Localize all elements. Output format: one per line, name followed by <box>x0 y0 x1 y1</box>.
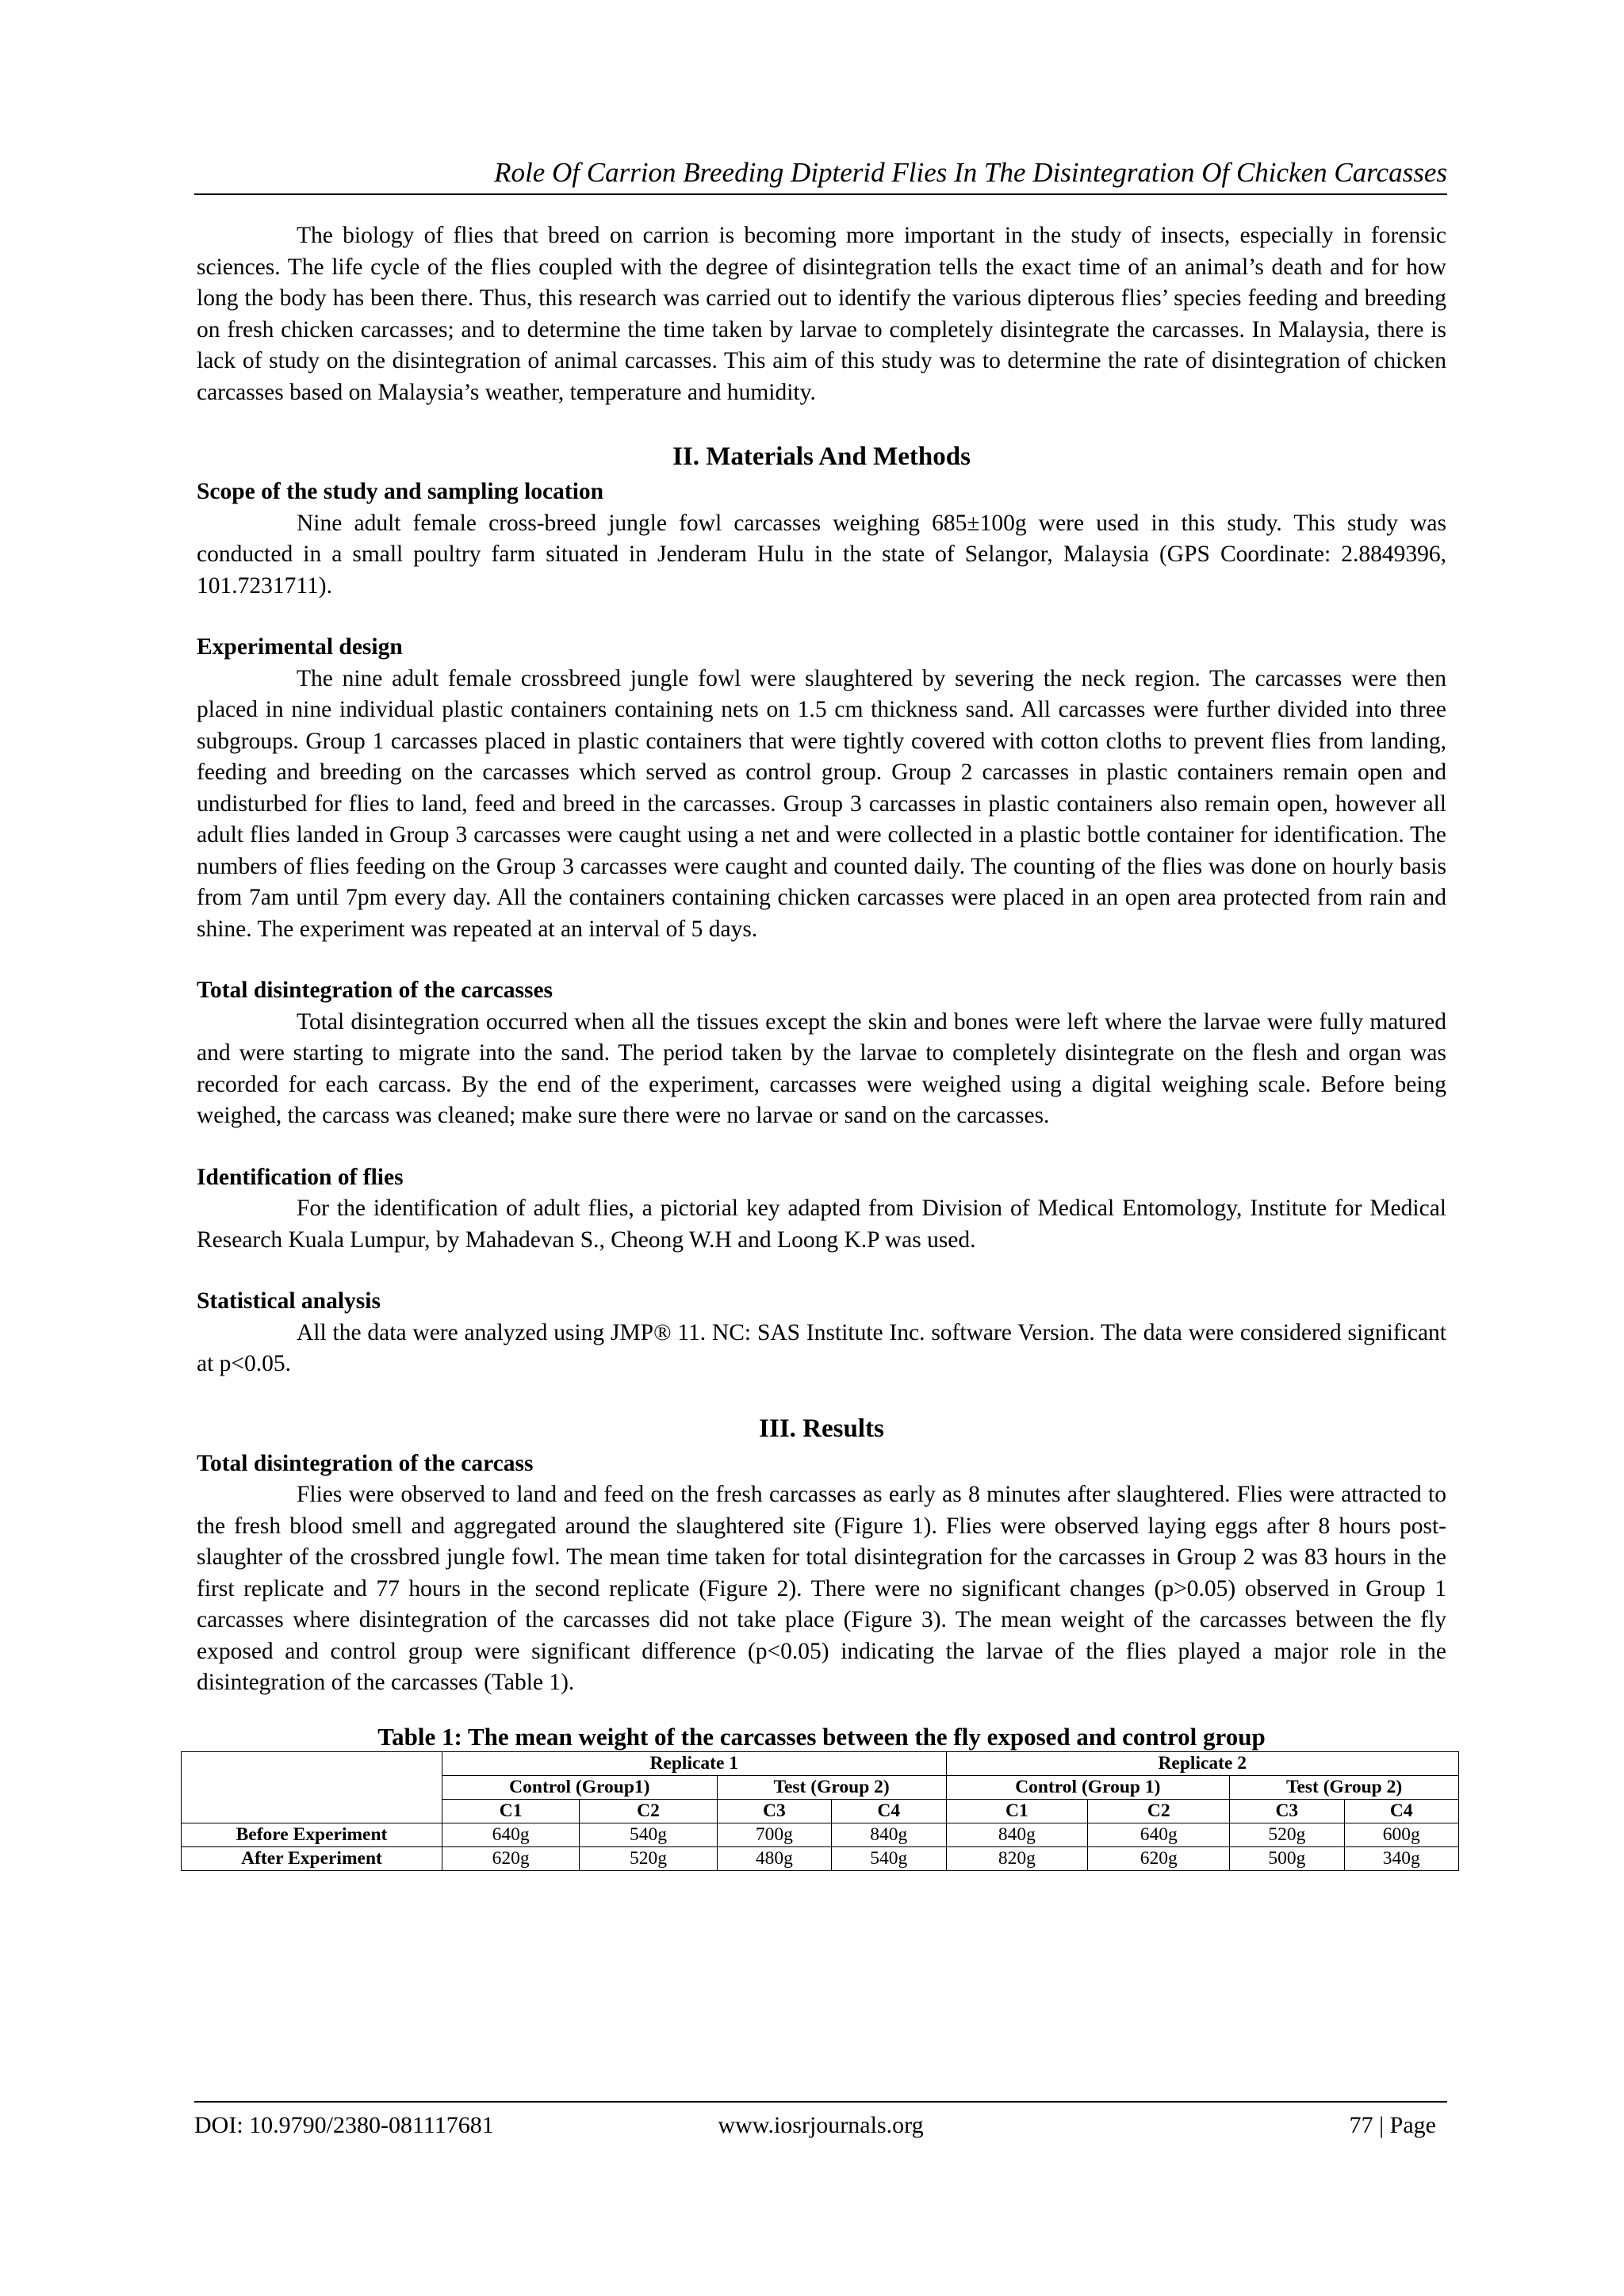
table-cell: 620g <box>1088 1846 1230 1870</box>
running-header <box>194 155 1447 195</box>
column-header: C3 <box>1230 1799 1344 1823</box>
row-label: After Experiment <box>182 1846 442 1870</box>
table-cell: 540g <box>832 1846 946 1870</box>
column-header: C3 <box>717 1799 831 1823</box>
footer-page-number: 77 | Page <box>1349 2112 1436 2138</box>
group-header: Control (Group1) <box>442 1775 718 1799</box>
identification-heading: Identification of flies <box>197 1164 404 1190</box>
scope-paragraph: Nine adult female cross-breed jungle fowl carcasses weighing 685±100g were used in this study. This study was conducted in a small poultry farm situated in Jenderam Hulu in the state of Selangor, Malaysia (GPS Coordinate: 2.8849396, 101.7231711). <box>197 510 1446 599</box>
design-heading: Experimental design <box>197 634 403 660</box>
column-header: C1 <box>442 1799 580 1823</box>
table-cell: 340g <box>1344 1846 1458 1870</box>
column-header: C2 <box>580 1799 717 1823</box>
footer-website-link[interactable]: www.iosrjournals.org <box>718 2112 924 2138</box>
replicate-1-header: Replicate 1 <box>442 1751 947 1775</box>
table-cell: 540g <box>580 1823 717 1846</box>
disintegration-paragraph: Total disintegration occurred when all the tissues except the skin and bones were left where the larvae were fully matured and were starting to migrate into the sand. The period taken by the larvae to completely disintegrate on the flesh and organ was recorded for each carcass. By the end of the experiment, carcasses were weighed using a digital weighing scale. Before being weighed, the carcass was cleaned; make sure there were no larvae or sand on the carcasses. <box>197 1008 1446 1128</box>
column-header: C2 <box>1088 1799 1230 1823</box>
table-cell: 520g <box>580 1846 717 1870</box>
table-caption: Table 1: The mean weight of the carcasses between the fly exposed and control group <box>377 1722 1266 1751</box>
column-header: C1 <box>946 1799 1088 1823</box>
running-title: Role Of Carrion Breeding Dipterid Flies In The Disintegration Of Chicken Carcasses <box>494 157 1447 188</box>
running-footer <box>194 2101 1447 2138</box>
intro-paragraph: The biology of flies that breed on carrion is becoming more important in the study of insects, especially in forensic sciences. The life cycle of the flies coupled with the degree of disintegration tells the exact time of an animal’s death and for how long the body has been there. Thus, this research was carried out to identify the various dipterous flies’ species feeding and breeding on fresh chicken carcasses; and to determine the time taken by larvae to completely disintegrate the carcasses. In Malaysia, there is lack of study on the disintegration of animal carcasses. This aim of this study was to determine the rate of disintegration of chicken carcasses based on Malaysia’s weather, temperature and humidity. <box>197 223 1446 405</box>
table-cell: 500g <box>1230 1846 1344 1870</box>
group-header: Control (Group 1) <box>946 1775 1230 1799</box>
table-cell: 640g <box>442 1823 580 1846</box>
scope-heading: Scope of the study and sampling location <box>197 479 604 504</box>
results-heading: III. Results <box>759 1414 884 1443</box>
page-body <box>197 220 1446 1871</box>
footer-doi: DOI: 10.9790/2380-081117681 <box>194 2112 494 2138</box>
table-cell: 820g <box>946 1846 1088 1870</box>
column-header: C4 <box>1344 1799 1458 1823</box>
table-cell: 700g <box>717 1823 831 1846</box>
stats-paragraph: All the data were analyzed using JMP® 11. NC: SAS Institute Inc. software Version. The data were considered significant at p<0.05. <box>197 1319 1446 1376</box>
methods-heading: II. Materials And Methods <box>672 442 971 471</box>
disintegration-heading: Total disintegration of the carcasses <box>197 978 553 1003</box>
table-header-row <box>182 1751 1459 1775</box>
replicate-2-header: Replicate 2 <box>946 1751 1459 1775</box>
stats-heading: Statistical analysis <box>197 1288 381 1314</box>
results-paragraph: Flies were observed to land and feed on the fresh carcasses as early as 8 minutes after slaughtered. Flies were attracted to the fresh blood smell and aggregated around the slaughtered site (Figure 1). Flies were observed laying eggs after 8 hours post-slaughter of the crossbred jungle fowl. The mean time taken for total disintegration for the carcasses in Group 2 was 83 hours in the first replicate and 77 hours in the second replicate (Figure 2). There were no significant changes (p>0.05) observed in Group 1 carcasses where disintegration of the carcasses did not take place (Figure 3). The mean weight of the carcasses between the fly exposed and control group were significant difference (p<0.05) indicating the larvae of the flies played a major role in the disintegration of the carcasses (Table 1). <box>197 1482 1446 1695</box>
results-subheading: Total disintegration of the carcass <box>197 1450 534 1476</box>
table-cell: 520g <box>1230 1823 1344 1846</box>
table-cell: 840g <box>946 1823 1088 1846</box>
table-row <box>182 1846 1459 1870</box>
identification-paragraph: For the identification of adult flies, a pictorial key adapted from Division of Medical Entomology, Institute for Medical Research Kuala Lumpur, by Mahadevan S., Cheong W.H and Loong K.P was used. <box>197 1196 1446 1253</box>
table-corner-cell <box>182 1751 442 1823</box>
table-cell: 600g <box>1344 1823 1458 1846</box>
row-label: Before Experiment <box>182 1823 442 1846</box>
design-paragraph: The nine adult female crossbreed jungle fowl were slaughtered by severing the neck region. The carcasses were then placed in nine individual plastic containers containing nets on 1.5 cm thickness sand. All carcasses were further divided into three subgroups. Group 1 carcasses placed in plastic containers that were tightly covered with cotton cloths to prevent flies from landing, feeding and breeding on the carcasses which served as control group. Group 2 carcasses in plastic containers remain open and undisturbed for flies to land, feed and breed in the carcasses. Group 3 carcasses in plastic containers also remain open, however all adult flies landed in Group 3 carcasses were caught using a net and were collected in a plastic bottle container for identification. The numbers of flies feeding on the Group 3 carcasses were caught and counted daily. The counting of the flies was done on hourly basis from 7am until 7pm every day. All the containers containing chicken carcasses were placed in an open area protected from rain and shine. The experiment was repeated at an interval of 5 days. <box>197 665 1446 942</box>
weight-table <box>181 1751 1459 1871</box>
group-header: Test (Group 2) <box>1230 1775 1459 1799</box>
column-header: C4 <box>832 1799 946 1823</box>
table-cell: 640g <box>1088 1823 1230 1846</box>
group-header: Test (Group 2) <box>717 1775 946 1799</box>
table-row <box>182 1823 1459 1846</box>
table-cell: 620g <box>442 1846 580 1870</box>
table-cell: 840g <box>832 1823 946 1846</box>
table-cell: 480g <box>717 1846 831 1870</box>
